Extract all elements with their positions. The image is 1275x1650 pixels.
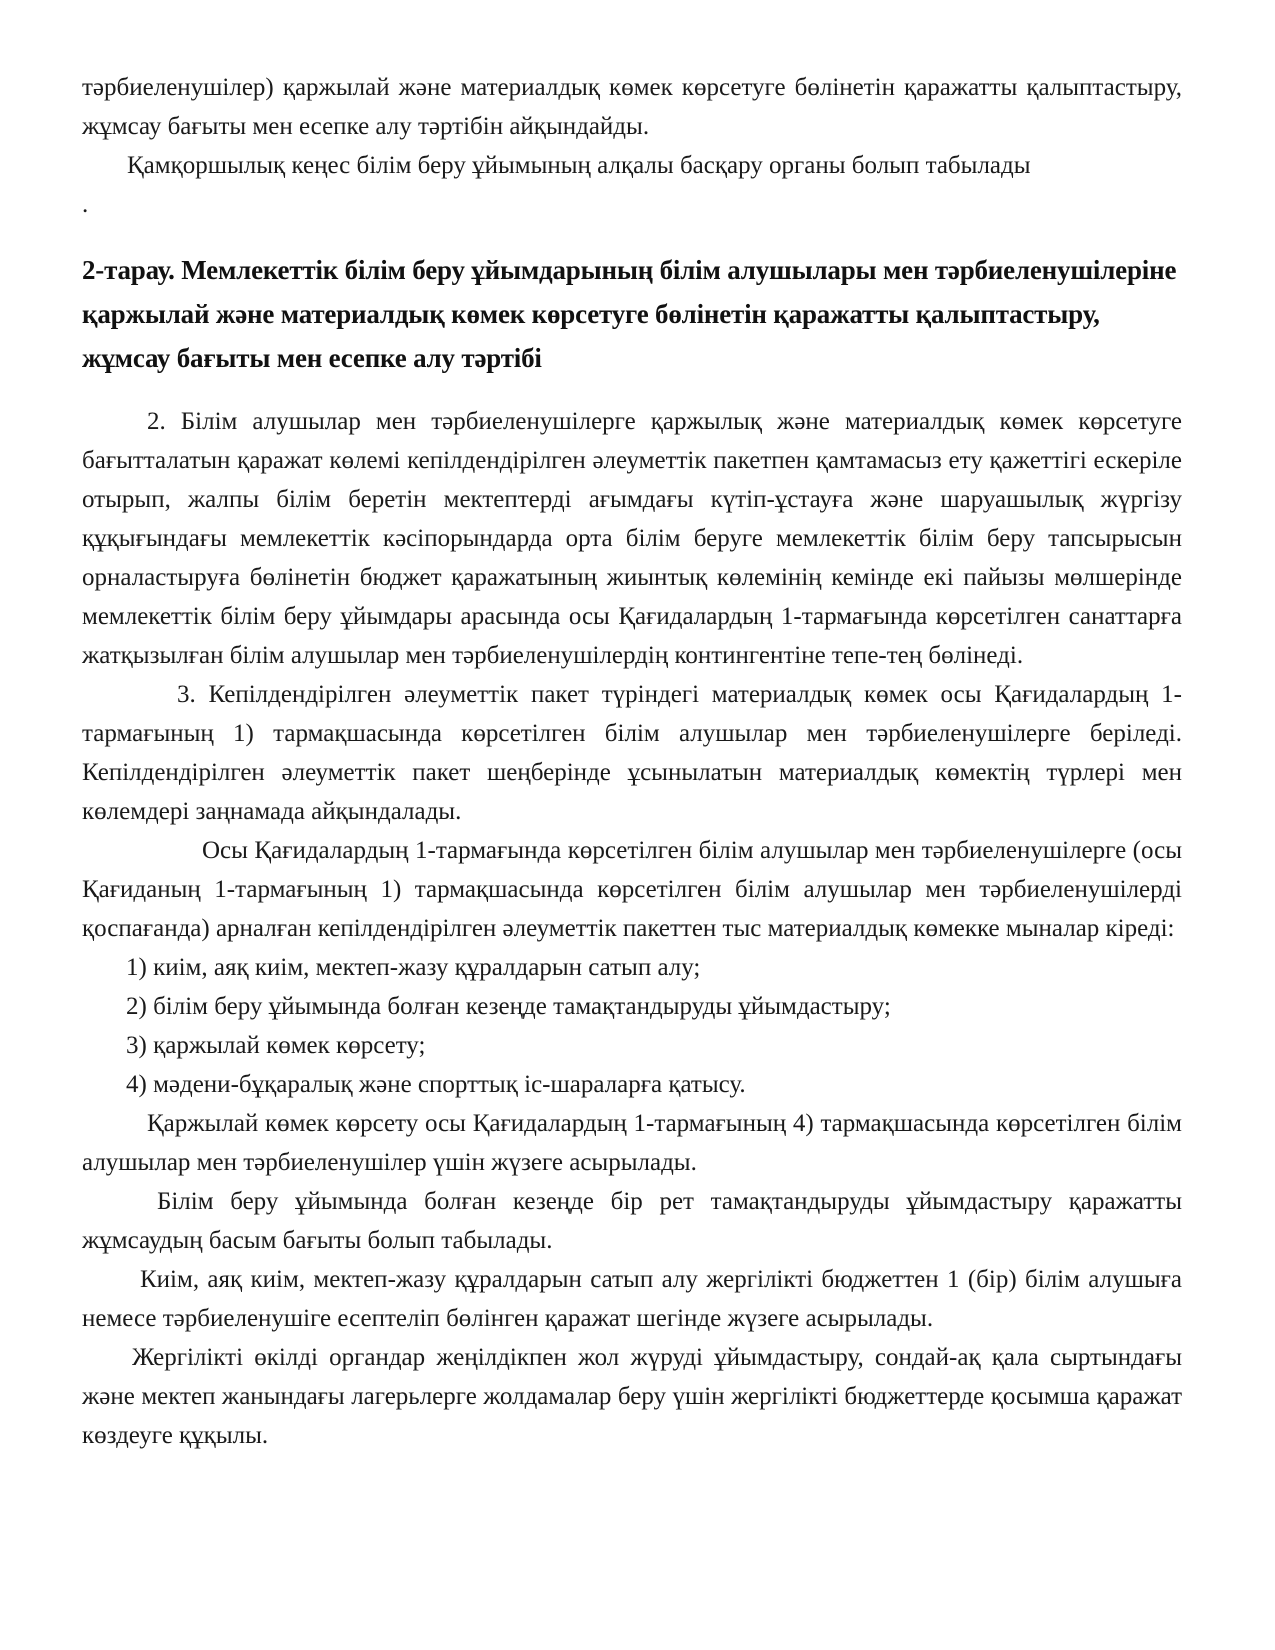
paragraph-meals: Білім беру ұйымында болған кезеңде бір рет тамақтандыруды ұйымдастыру қаражатты жұмсаудың басым бағыты болып табылады. bbox=[82, 1188, 1182, 1254]
council-paragraph: Қамқоршылық кеңес білім беру ұйымының алқалы басқару органы болып табылады bbox=[127, 152, 1031, 179]
list-item: 2) білім беру ұйымында болған кезеңде тамақтандыруды ұйымдастыру; bbox=[126, 993, 891, 1020]
document-page bbox=[82, 68, 1182, 1455]
paragraph-financial-aid: Қаржылай көмек көрсету осы Қағидалардың 1-тармағының 4) тармақшасында көрсетілген білім алушылар мен тәрбиеленушілер үшін жүзеге асырылады. bbox=[82, 1110, 1182, 1176]
paragraph-2: 2. Білім алушылар мен тәрбиеленушілерге қаржылық және материалдық көмек көрсетуге бағытталатын қаражат көлемі кепілдендірілген әлеуметтік пакетпен қамтамасыз ету қажеттігі ескеріле отырып, жалпы білім беретін мектептерді ағымдағы күтіп-ұстауға және шаруашылық жүргізу құқығындағы мемлекеттік кәсіпорындарда орта білім беруге мемлекеттік білім беру тапсырысын орналастыруға бөлінетін бюджет қаражатының жиынтық көлемінің кемінде екі пайызы мөлшерінде мемлекеттік білім беру ұйымдары арасында осы Қағидалардың 1-тармағында көрсетілген санаттарға жатқызылған білім алушылар мен тәрбиеленушілердің контингентіне тепе-тең бөлінеді. bbox=[82, 408, 1182, 669]
chapter-heading: 2-тарау. Мемлекеттік білім беру ұйымдарының білім алушылары мен тәрбиеленушілеріне қаржылай және материалдық көмек көрсетуге бөлінетін қаражатты қалыптастыру, жұмсау бағыты мен есепке алу тәртібі bbox=[82, 255, 1177, 373]
paragraph-3: 3. Кепілдендірілген әлеуметтік пакет түріндегі материалдық көмек осы Қағидалардың 1-тармағының 1) тармақшасында көрсетілген білім алушылар мен тәрбиеленушілерге беріледі. Кепілдендірілген әлеуметтік пакет шеңберінде ұсынылатын материалдық көмектің түрлері мен көлемдері заңнамада айқындалады. bbox=[82, 681, 1182, 825]
material-aid-list bbox=[82, 948, 1182, 1104]
list-item: 3) қаржылай көмек көрсету; bbox=[126, 1032, 426, 1059]
paragraph-local-bodies: Жергілікті өкілді органдар жеңілдікпен жол жүруді ұйымдастыру, сондай-ақ қала сыртындағы және мектеп жанындағы лагерьлерге жолдамалар беру үшін жергілікті бюджеттерде қосымша қаражат көздеуге құқылы. bbox=[82, 1344, 1182, 1449]
paragraph-clothing: Киім, аяқ киім, мектеп-жазу құралдарын сатып алу жергілікті бюджеттен 1 (бір) білім алушыға немесе тәрбиеленушіге есептеліп бөлінген қаражат шегінде жүзеге асырылады. bbox=[82, 1266, 1182, 1332]
stray-period: . bbox=[82, 191, 89, 218]
list-item: 4) мәдени-бұқаралық және спорттық іс-шараларға қатысу. bbox=[126, 1071, 746, 1098]
paragraph-4: Осы Қағидалардың 1-тармағында көрсетілген білім алушылар мен тәрбиеленушілерге (осы Қағиданың 1-тармағының 1) тармақшасында көрсетілген білім алушылар мен тәрбиеленушілерді қоспағанда) арналған кепілдендірілген әлеуметтік пакеттен тыс материалдық көмекке мыналар кіреді: bbox=[82, 837, 1182, 942]
list-item: 1) киім, аяқ киім, мектеп-жазу құралдарын сатып алу; bbox=[126, 954, 701, 981]
continuation-paragraph: тәрбиеленушілер) қаржылай және материалдық көмек көрсетуге бөлінетін қаражатты қалыптастыру, жұмсау бағыты мен есепке алу тәртібін айқындайды. bbox=[82, 74, 1182, 140]
